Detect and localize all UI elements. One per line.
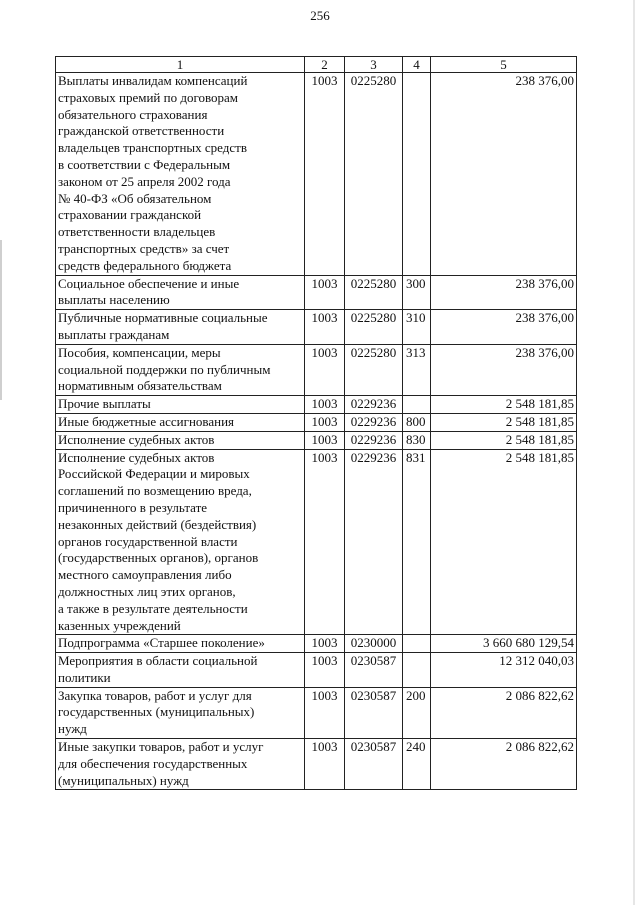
table-row: [56, 310, 577, 345]
row-kbk: 0225280: [345, 344, 403, 395]
row-sum: 2 548 181,85: [431, 449, 577, 635]
row-name: Пособия, компенсации, меры социальной поддержки по публичным нормативным обязательствам: [56, 344, 305, 395]
row-sum: 238 376,00: [431, 344, 577, 395]
row-kbk: 0229236: [345, 449, 403, 635]
row-vr: [403, 73, 431, 276]
row-sum: 2 086 822,62: [431, 739, 577, 790]
row-sum: 238 376,00: [431, 275, 577, 310]
header-col-3: 3: [345, 57, 403, 73]
table-row: [56, 431, 577, 449]
row-kbk: 0225280: [345, 275, 403, 310]
row-code: 1003: [305, 739, 345, 790]
row-vr: 300: [403, 275, 431, 310]
table-header-row: [56, 57, 577, 73]
table-row: [56, 687, 577, 738]
row-name: Мероприятия в области социальной политики: [56, 653, 305, 688]
row-kbk: 0229236: [345, 396, 403, 414]
row-name: Социальное обеспечение и иные выплаты населению: [56, 275, 305, 310]
table-row: [56, 739, 577, 790]
table-row: [56, 449, 577, 635]
row-name: Прочие выплаты: [56, 396, 305, 414]
table-row: [56, 275, 577, 310]
table-row: [56, 396, 577, 414]
row-kbk: 0225280: [345, 310, 403, 345]
row-code: 1003: [305, 275, 345, 310]
row-code: 1003: [305, 73, 345, 276]
row-sum: 2 086 822,62: [431, 687, 577, 738]
table-row: [56, 635, 577, 653]
table-row: [56, 73, 577, 276]
row-name: Публичные нормативные социальные выплаты гражданам: [56, 310, 305, 345]
header-col-4: 4: [403, 57, 431, 73]
row-vr: 310: [403, 310, 431, 345]
row-kbk: 0230587: [345, 653, 403, 688]
row-sum: 2 548 181,85: [431, 431, 577, 449]
row-code: 1003: [305, 396, 345, 414]
table-row: [56, 344, 577, 395]
row-vr: [403, 653, 431, 688]
header-col-1: 1: [56, 57, 305, 73]
row-name: Иные закупки товаров, работ и услуг для обеспечения государственных (муниципальных) нужд: [56, 739, 305, 790]
row-vr: 831: [403, 449, 431, 635]
row-sum: 238 376,00: [431, 73, 577, 276]
page-number: 256: [310, 8, 330, 23]
row-vr: [403, 635, 431, 653]
row-kbk: 0230587: [345, 739, 403, 790]
row-kbk: 0225280: [345, 73, 403, 276]
row-vr: 830: [403, 431, 431, 449]
row-kbk: 0230587: [345, 687, 403, 738]
row-vr: 313: [403, 344, 431, 395]
row-sum: 238 376,00: [431, 310, 577, 345]
row-code: 1003: [305, 635, 345, 653]
row-sum: 2 548 181,85: [431, 413, 577, 431]
row-name: Иные бюджетные ассигнования: [56, 413, 305, 431]
row-code: 1003: [305, 344, 345, 395]
row-code: 1003: [305, 449, 345, 635]
row-name: Исполнение судебных актов Российской Федерации и мировых соглашений по возмещению вреда, причиненного в результате незаконных действий (бездействия) органов государственной власти (государственных органов), органов местного самоуправления либо должностных лиц этих органов, а также в результате деятельности казенных учреждений: [56, 449, 305, 635]
row-kbk: 0229236: [345, 413, 403, 431]
row-kbk: 0229236: [345, 431, 403, 449]
row-sum: 3 660 680 129,54: [431, 635, 577, 653]
budget-table: [55, 56, 577, 790]
table-row: [56, 653, 577, 688]
row-code: 1003: [305, 653, 345, 688]
row-name: Выплаты инвалидам компенсаций страховых премий по договорам обязательного страхования гражданской ответственности владельцев транспортных средств в соответствии с Федеральным законом от 25 апреля 2002 года № 40-ФЗ «Об обязательном страховании гражданской ответственности владельцев транспортных средств» за счет средств федерального бюджета: [56, 73, 305, 276]
header-col-2: 2: [305, 57, 345, 73]
row-code: 1003: [305, 687, 345, 738]
row-name: Подпрограмма «Старшее поколение»: [56, 635, 305, 653]
row-kbk: 0230000: [345, 635, 403, 653]
table-row: [56, 413, 577, 431]
row-vr: 200: [403, 687, 431, 738]
row-vr: [403, 396, 431, 414]
row-code: 1003: [305, 431, 345, 449]
row-name: Закупка товаров, работ и услуг для государственных (муниципальных) нужд: [56, 687, 305, 738]
row-code: 1003: [305, 310, 345, 345]
row-code: 1003: [305, 413, 345, 431]
row-sum: 2 548 181,85: [431, 396, 577, 414]
row-name: Исполнение судебных актов: [56, 431, 305, 449]
row-vr: 240: [403, 739, 431, 790]
row-vr: 800: [403, 413, 431, 431]
header-col-5: 5: [431, 57, 577, 73]
scan-edge-mark: [633, 0, 635, 905]
scan-edge-mark: [0, 240, 2, 400]
row-sum: 12 312 040,03: [431, 653, 577, 688]
